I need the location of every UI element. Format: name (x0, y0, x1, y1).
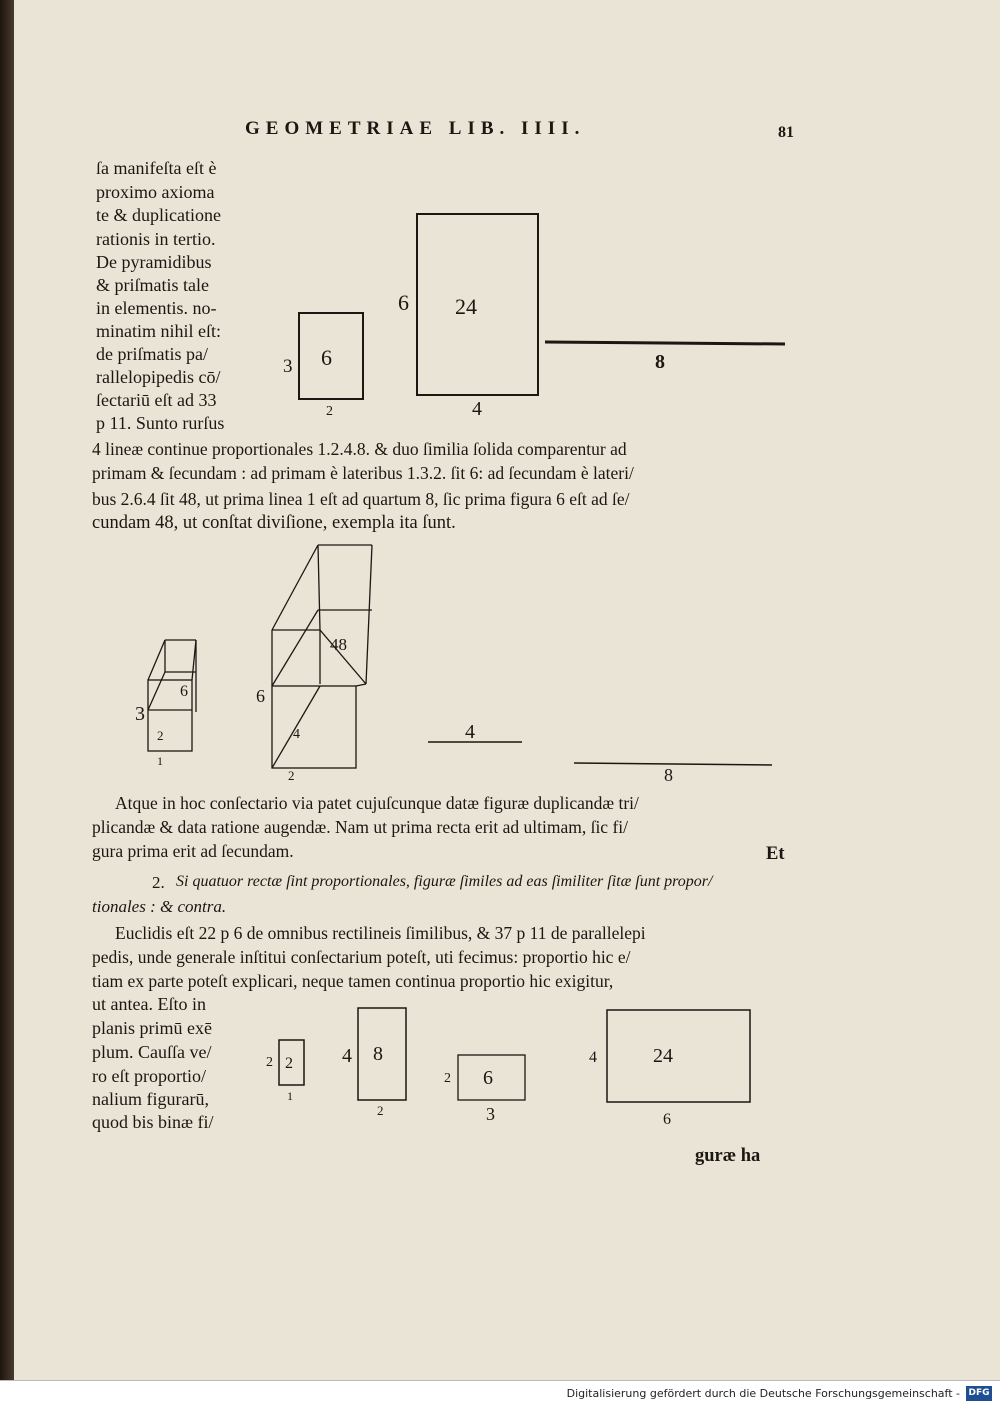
figure2-small-solid (148, 640, 196, 751)
figure2-large-inner: 4 (293, 727, 300, 742)
figure2-line-a-label: 4 (465, 721, 475, 743)
text-line: tiam ex parte poteſt explicari, neque tamen continua proportio hic exigitur, (92, 971, 614, 991)
figure3-r1-area: 2 (285, 1055, 293, 1072)
text-line: primam & ſecundam : ad primam è lateribus 1.3.2. ſit 6: ad ſecundam è lateri/ (92, 463, 634, 483)
figure2-large-solid (272, 545, 372, 768)
text-line: ro eſt proportio/ (92, 1066, 206, 1086)
proposition-line: Si quatuor rectæ ſint proportionales, figuræ ſimiles ad eas ſimiliter ſitæ ſunt propor/ (176, 873, 713, 890)
text-line: bus 2.6.4 ſit 48, ut prima linea 1 eſt ad quartum 8, ſic prima figura 6 eſt ad ſe/ (92, 489, 630, 509)
figure3-r4-base: 6 (663, 1111, 671, 1128)
figure3-r2-area: 8 (373, 1043, 383, 1065)
dfg-logo: DFG (966, 1386, 992, 1401)
folio-number: 81 (778, 124, 794, 141)
figure2-line-b-label: 8 (664, 765, 673, 785)
text-line: p 11. Sunto rurſus (96, 413, 225, 433)
figure1-large-area: 24 (455, 294, 477, 319)
catchword: guræ ha (695, 1146, 761, 1166)
running-head: GEOMETRIAE LIB. IIII. (245, 118, 586, 139)
text-line: gura prima erit ad ſecundam. (92, 841, 294, 861)
text-line: in elementis. no- (96, 298, 217, 318)
figure3-r3-base: 3 (486, 1104, 495, 1124)
proposition-line: tionales : & contra. (92, 897, 227, 916)
figure3-r2-side: 4 (342, 1045, 352, 1067)
text-line: plicandæ & data ratione augendæ. Nam ut prima recta erit ad ultimam, ſic fi/ (92, 817, 629, 837)
figure3-r3-side: 2 (444, 1071, 451, 1086)
figure2-small-side: 3 (135, 703, 145, 725)
text-line: minatim nihil eſt: (96, 321, 221, 341)
text-line: pedis, unde generale inſtitui conſectarium poteſt, uti fecimus: proportio hic e/ (92, 947, 631, 967)
figure2-small-inner: 2 (157, 728, 164, 743)
figure3-rect-4 (607, 1010, 750, 1102)
figure2-large-side: 6 (256, 686, 265, 706)
text-line: de priſmatis pa/ (96, 344, 208, 364)
figure3-r1-side: 2 (266, 1055, 273, 1070)
proposition-number: 2. (152, 873, 165, 892)
figure3-r1-base: 1 (287, 1089, 293, 1103)
figure2-large-top: 48 (330, 635, 347, 654)
figure1-small-side: 3 (283, 356, 293, 377)
figure2-small-top: 6 (180, 683, 188, 700)
text-line: quod bis binæ fi/ (92, 1112, 214, 1132)
figure2-large-base: 2 (288, 768, 295, 783)
figure3-r2-base: 2 (377, 1103, 384, 1118)
text-line: te & duplicatione (96, 205, 221, 225)
text-line: plum. Cauſſa ve/ (92, 1042, 212, 1062)
figure1-large-base: 4 (472, 398, 482, 420)
figure2-small-base: 1 (157, 754, 163, 768)
figure1-small-area: 6 (321, 345, 332, 370)
funding-credit: Digitalisierung gefördert durch die Deutsche Forschungsgemeinschaft - (566, 1387, 960, 1400)
figure3-r3-area: 6 (483, 1067, 493, 1089)
text-line: 4 lineæ continue proportionales 1.2.4.8. & duo ſimilia ſolida comparentur ad (92, 439, 627, 459)
figure3-r4-area: 24 (653, 1045, 673, 1067)
figure1-line (545, 342, 785, 344)
text-line: rationis in tertio. (96, 229, 216, 249)
figure3-r4-side: 4 (589, 1049, 597, 1066)
text-line: planis primū exē (92, 1018, 212, 1038)
figure1-large-side: 6 (398, 290, 409, 315)
digitization-footer (0, 1380, 1000, 1409)
text-line: Atque in hoc conſectario via patet cujuſcunque datæ figuræ duplicandæ tri/ (115, 793, 639, 813)
text-line: ſectariū eſt ad 33 (96, 390, 217, 410)
figure1-large-rect (417, 214, 538, 395)
figure2-line-b (574, 763, 772, 765)
text-line: Euclidis eſt 22 p 6 de omnibus rectilineis ſimilibus, & 37 p 11 de parallelepi (115, 923, 646, 943)
figure1-small-base: 2 (326, 404, 333, 419)
text-line: rallelopipedis cō/ (96, 367, 221, 387)
text-line: ut antea. Eſto in (92, 994, 206, 1014)
text-line: De pyramidibus (96, 252, 212, 272)
text-line: ſa manifeſta eſt è (96, 158, 217, 178)
text-line: & priſmatis tale (96, 275, 209, 295)
text-line: proximo axioma (96, 182, 215, 202)
figure1-line-label: 8 (655, 351, 665, 373)
catchword: Et (766, 844, 785, 864)
text-line: nalium figurarū, (92, 1089, 209, 1109)
text-line: cundam 48, ut conſtat diviſione, exempla ita ſunt. (92, 513, 456, 533)
